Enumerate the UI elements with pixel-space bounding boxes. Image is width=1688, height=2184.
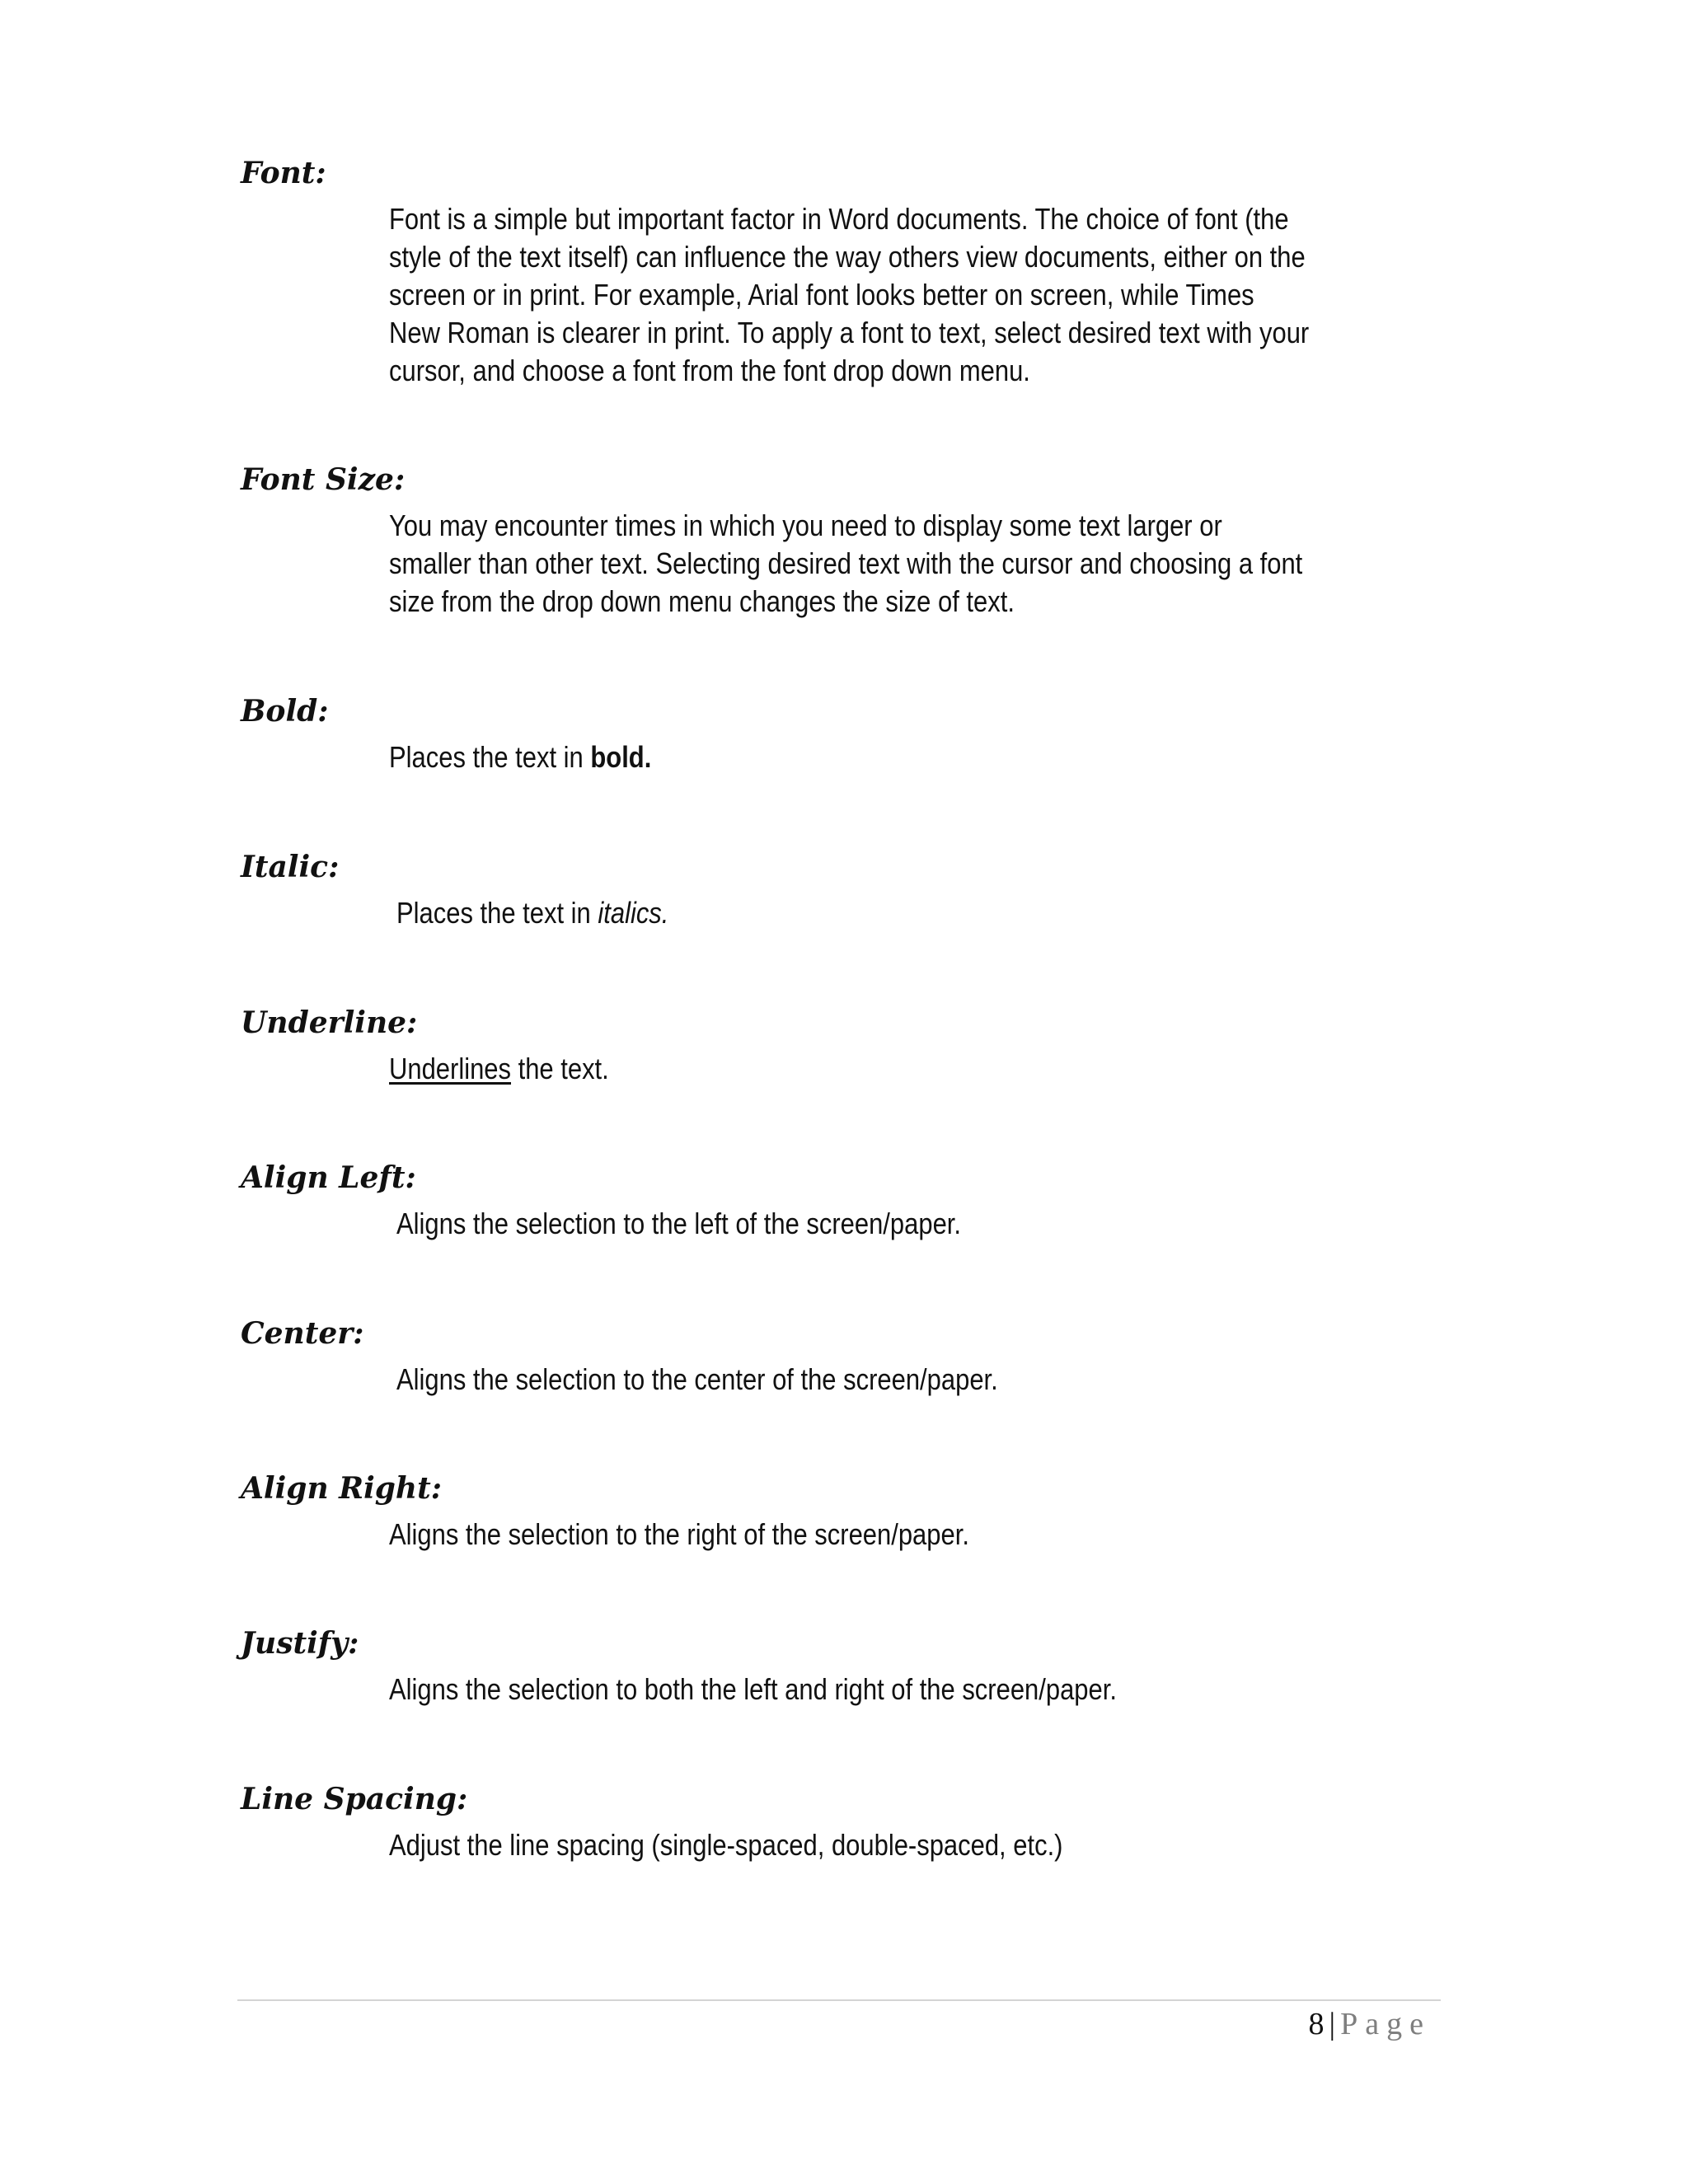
- section-body-align-right: Aligns the selection to the right of the screen/paper.: [389, 1517, 969, 1551]
- section-heading-align-right: Align Right:: [241, 1471, 443, 1506]
- bold-example-text: bold.: [590, 740, 652, 774]
- section-body-line-spacing: Adjust the line spacing (single-spaced, double-spaced, etc.): [389, 1828, 1063, 1862]
- page-footer: [1309, 2004, 1431, 2044]
- section-body-font: Font is a simple but important factor in Word documents. The choice of font (the style of the text itself) can influence the way others view documents, either on the screen or in print. For example, Arial font looks better on screen, while Times New Roman is clearer in print. To apply a font to text, select desired text with your cursor, and choose a font from the font drop down menu.: [389, 202, 1310, 387]
- section-body-font-size: You may encounter times in which you need to display some text larger or smaller than other text. Selecting desired text with the cursor and choosing a font size from the drop down menu changes the size of text.: [389, 509, 1303, 618]
- section-heading-center: Center:: [241, 1316, 364, 1351]
- footer-separator: |: [1329, 2007, 1336, 2041]
- section-heading-font: Font:: [241, 156, 326, 190]
- section-heading-bold: Bold:: [241, 694, 329, 729]
- section-heading-align-left: Align Left:: [241, 1160, 416, 1195]
- section-body-underline: [389, 1050, 1311, 1088]
- section-heading-font-size: Font Size:: [241, 462, 406, 497]
- section-body-align-left: Aligns the selection to the left of the screen/paper.: [396, 1207, 961, 1240]
- italic-example-text: italics.: [598, 896, 669, 930]
- page-label: Page: [1340, 2007, 1431, 2041]
- footer-divider: [237, 1999, 1441, 2001]
- section-body-bold: [389, 738, 1311, 776]
- section-body-italic: [396, 894, 1318, 932]
- section-heading-italic: Italic:: [241, 850, 340, 884]
- section-body-center: Aligns the selection to the center of the screen/paper.: [396, 1362, 998, 1396]
- body-text-underline-suffix: the text.: [511, 1052, 609, 1085]
- page-number: 8: [1308, 2007, 1325, 2041]
- body-text-italic-prefix: Places the text in: [396, 896, 598, 930]
- section-body-justify: Aligns the selection to both the left and right of the screen/paper.: [389, 1672, 1117, 1706]
- body-text-bold-prefix: Places the text in: [389, 740, 591, 774]
- section-heading-underline: Underline:: [241, 1005, 418, 1040]
- underline-example-text: Underlines: [389, 1052, 512, 1085]
- section-heading-justify: Justify:: [241, 1626, 359, 1661]
- section-heading-line-spacing: Line Spacing:: [241, 1782, 468, 1816]
